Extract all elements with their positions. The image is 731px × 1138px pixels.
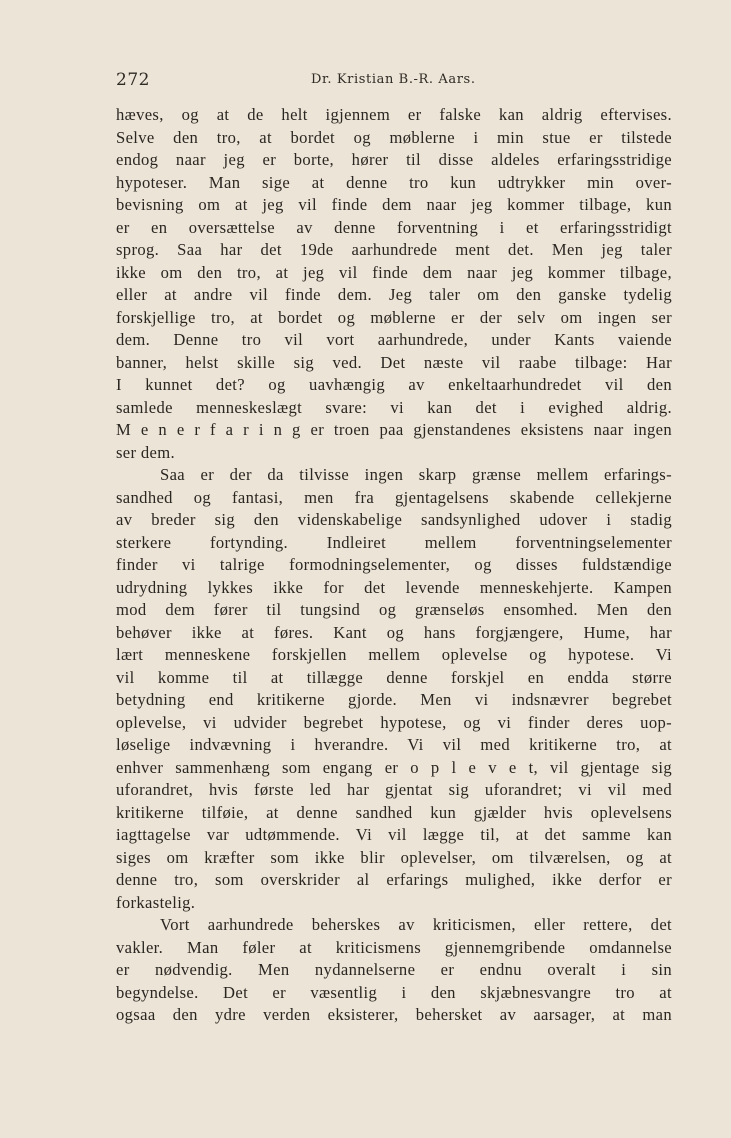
text-line: denne tro, som overskrider al erfarings mulighed, ikke derfor er bbox=[116, 870, 672, 889]
text-line: av breder sig den videnskabelige sandsynlighed udover i stadig bbox=[116, 510, 672, 529]
text-line: Vort aarhundrede beherskes av kriticismen, eller rettere, det bbox=[160, 915, 672, 934]
text-line: hypoteser. Man sige at denne tro kun udtrykker min over- bbox=[116, 172, 672, 192]
text-line: sprog. Saa har det 19de aarhundrede ment det. Men jeg taler bbox=[116, 240, 672, 259]
text-line: endog naar jeg er borte, hører til disse aldeles erfaringsstridige bbox=[116, 150, 672, 169]
text-line: siges om kræfter som ikke blir oplevelser, om tilværelsen, og at bbox=[116, 847, 672, 867]
text-line: finder vi talrige formodningselementer, og disses fuldstændige bbox=[116, 555, 672, 574]
text-line: banner, helst skille sig ved. Det næste vil raabe tilbage: Har bbox=[116, 352, 672, 372]
text-line: mod dem fører til tungsind og grænseløs ensomhed. Men den bbox=[116, 600, 672, 619]
text-line: betydning end kritikerne gjorde. Men vi indsnævrer begrebet bbox=[116, 690, 672, 709]
text-line: begyndelse. Det er væsentlig i den skjæbnesvangre tro at bbox=[116, 982, 672, 1002]
text-line: uforandret, hvis første led har gjentat sig uforandret; vi vil med bbox=[116, 780, 672, 799]
text-line: sandhed og fantasi, men fra gjentagelsens skabende cellekjerne bbox=[116, 487, 672, 507]
text-line: vakler. Man føler at kriticismens gjennemgribende omdannelse bbox=[116, 937, 672, 957]
text-line: ogsaa den ydre verden eksisterer, behersket av aarsager, at man bbox=[116, 1005, 672, 1024]
text-line: dem. Denne tro vil vort aarhundrede, under Kants vaiende bbox=[116, 330, 672, 349]
text-line: M e n e r f a r i n g er troen paa gjenstandenes eksistens naar ingen bbox=[116, 420, 672, 439]
page-header bbox=[116, 66, 676, 96]
text-line: ikke om den tro, at jeg vil finde dem naar jeg kommer tilbage, bbox=[116, 262, 672, 282]
text-line: bevisning om at jeg vil finde dem naar jeg kommer tilbage, kun bbox=[116, 195, 672, 214]
text-line: sterkere fortynding. Indleiret mellem forventningselementer bbox=[116, 532, 672, 552]
text-line: forskjellige tro, at bordet og møblerne er der selv om ingen ser bbox=[116, 307, 672, 327]
text-line: I kunnet det? og uavhængig av enkeltaarhundredet vil den bbox=[116, 375, 672, 394]
text-line: udrydning lykkes ikke for det levende menneskehjerte. Kampen bbox=[116, 577, 672, 597]
text-line: eller at andre vil finde dem. Jeg taler om den ganske tydelig bbox=[116, 285, 672, 304]
running-head: Dr. Kristian B.-R. Aars. bbox=[311, 72, 476, 87]
text-line: lært menneskene forskjellen mellem oplevelse og hypotese. Vi bbox=[116, 645, 672, 664]
text-line: løselige indvævning i hverandre. Vi vil med kritikerne tro, at bbox=[116, 735, 672, 754]
text-line: oplevelse, vi udvider begrebet hypotese, og vi finder deres uop- bbox=[116, 712, 672, 732]
text-line: enhver sammenhæng som engang er o p l e v e t, vil gjentage sig bbox=[116, 757, 672, 777]
text-line: er nødvendig. Men nydannelserne er endnu overalt i sin bbox=[116, 960, 672, 979]
text-line: ser dem. bbox=[116, 442, 176, 462]
text-line: hæves, og at de helt igjennem er falske kan aldrig eftervises. bbox=[116, 105, 672, 124]
text-line: kritikerne tilføie, at denne sandhed kun gjælder hvis oplevelsens bbox=[116, 802, 672, 822]
text-line: forkastelig. bbox=[116, 892, 196, 912]
text-line: vil komme til at tillægge denne forskjel en endda større bbox=[116, 667, 672, 687]
body-text bbox=[116, 104, 672, 1027]
text-line: samlede menneskeslægt svare: vi kan det i evighed aldrig. bbox=[116, 397, 672, 417]
text-line: Selve den tro, at bordet og møblerne i min stue er tilstede bbox=[116, 127, 672, 147]
page-number: 272 bbox=[116, 70, 150, 90]
text-line: iagttagelse var udtømmende. Vi vil lægge til, at det samme kan bbox=[116, 825, 672, 844]
text-line: er en oversættelse av denne forventning i et erfaringsstridigt bbox=[116, 217, 672, 237]
text-line: behøver ikke at føres. Kant og hans forgjængere, Hume, har bbox=[116, 622, 672, 642]
text-line: Saa er der da tilvisse ingen skarp grænse mellem erfarings- bbox=[160, 465, 672, 484]
